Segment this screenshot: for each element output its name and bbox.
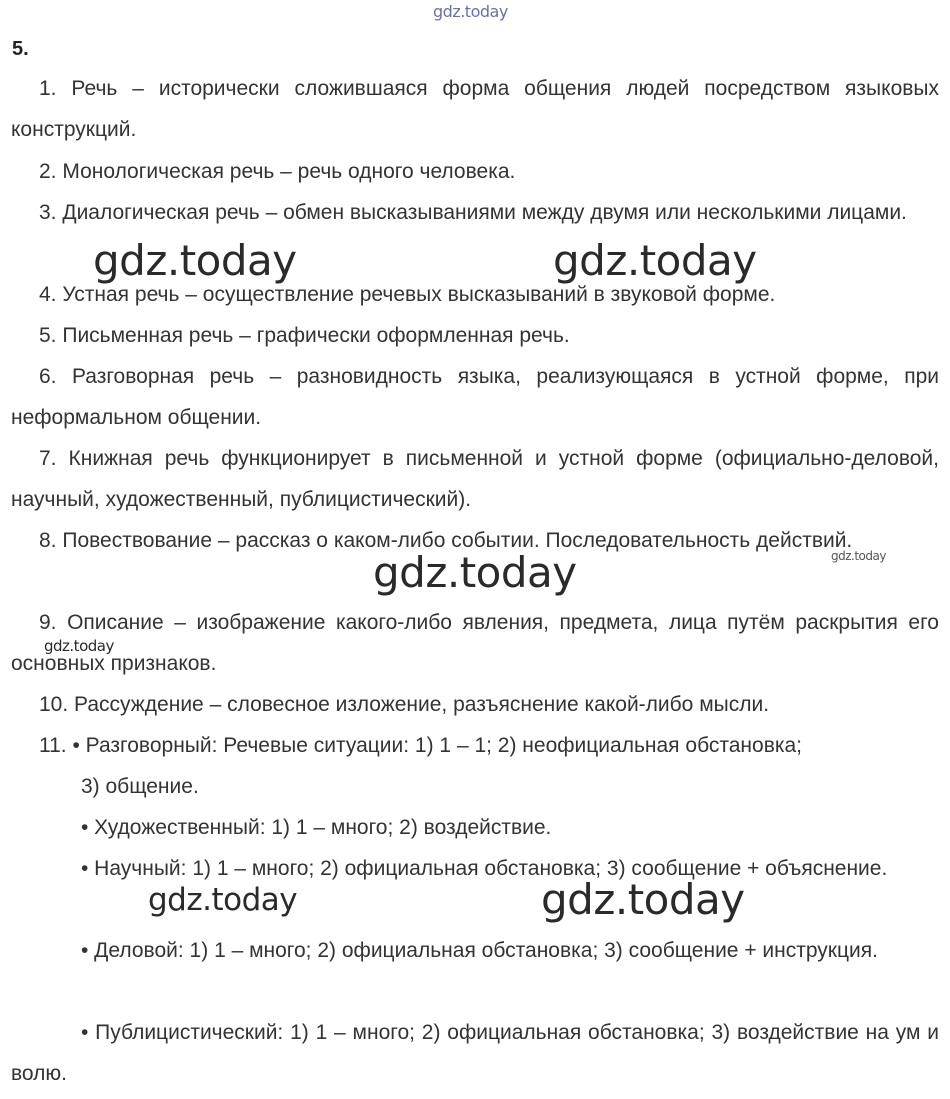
- answer-paragraph-9: 9. Описание – изображение какого-либо явления, предмета, лица путём раскрытия его основных признаков.: [11, 611, 939, 675]
- answer-paragraph-2: 2. Монологическая речь – речь одного человека.: [39, 160, 516, 183]
- style-item-publicistic: • Публицистический: 1) 1 – много; 2) официальная обстановка; 3) воздействие на ум и волю.: [11, 1021, 939, 1085]
- answer-paragraph-8: 8. Повествование – рассказ о каком-либо событии. Последовательность действий.: [39, 529, 853, 552]
- answer-paragraph-11-continuation: 3) общение.: [81, 775, 199, 798]
- watermark-4: gdz.today: [831, 549, 886, 563]
- style-item-artistic: • Художественный: 1) 1 – много; 2) воздействие.: [81, 816, 552, 839]
- answer-paragraph-1: 1. Речь – исторически сложившаяся форма общения людей посредством языковых конструкций.: [11, 77, 939, 141]
- watermark-top: gdz.today: [433, 2, 508, 21]
- answer-paragraph-11: 11. • Разговорный: Речевые ситуации: 1) 1 – 1; 2) неофициальная обстановка;: [39, 734, 803, 757]
- watermark-3: gdz.today: [373, 548, 577, 597]
- watermark-7: gdz.today: [541, 875, 745, 924]
- answer-paragraph-7: 7. Книжная речь функционирует в письменной и устной форме (официально-деловой, научный, художественный, публицистический).: [11, 447, 939, 511]
- watermark-1: gdz.today: [93, 236, 297, 285]
- watermark-6: gdz.today: [148, 882, 298, 918]
- answer-paragraph-6: 6. Разговорная речь – разновидность языка, реализующаяся в устной форме, при неформальном общении.: [11, 365, 939, 429]
- style-item-scientific: • Научный: 1) 1 – много; 2) официальная обстановка; 3) сообщение + объяснение.: [81, 857, 888, 880]
- watermark-5: gdz.today: [44, 637, 114, 655]
- answer-paragraph-5: 5. Письменная речь – графически оформленная речь.: [39, 324, 570, 347]
- answer-paragraph-3: 3. Диалогическая речь – обмен высказываниями между двумя или несколькими лицами.: [39, 201, 907, 224]
- watermark-2: gdz.today: [553, 236, 757, 285]
- style-item-business: • Деловой: 1) 1 – много; 2) официальная обстановка; 3) сообщение + инструкция.: [81, 939, 878, 962]
- answer-paragraph-10: 10. Рассуждение – словесное изложение, разъяснение какой-либо мысли.: [39, 693, 770, 716]
- answer-paragraph-4: 4. Устная речь – осуществление речевых высказываний в звуковой форме.: [39, 283, 776, 306]
- task-number: 5.: [12, 38, 29, 60]
